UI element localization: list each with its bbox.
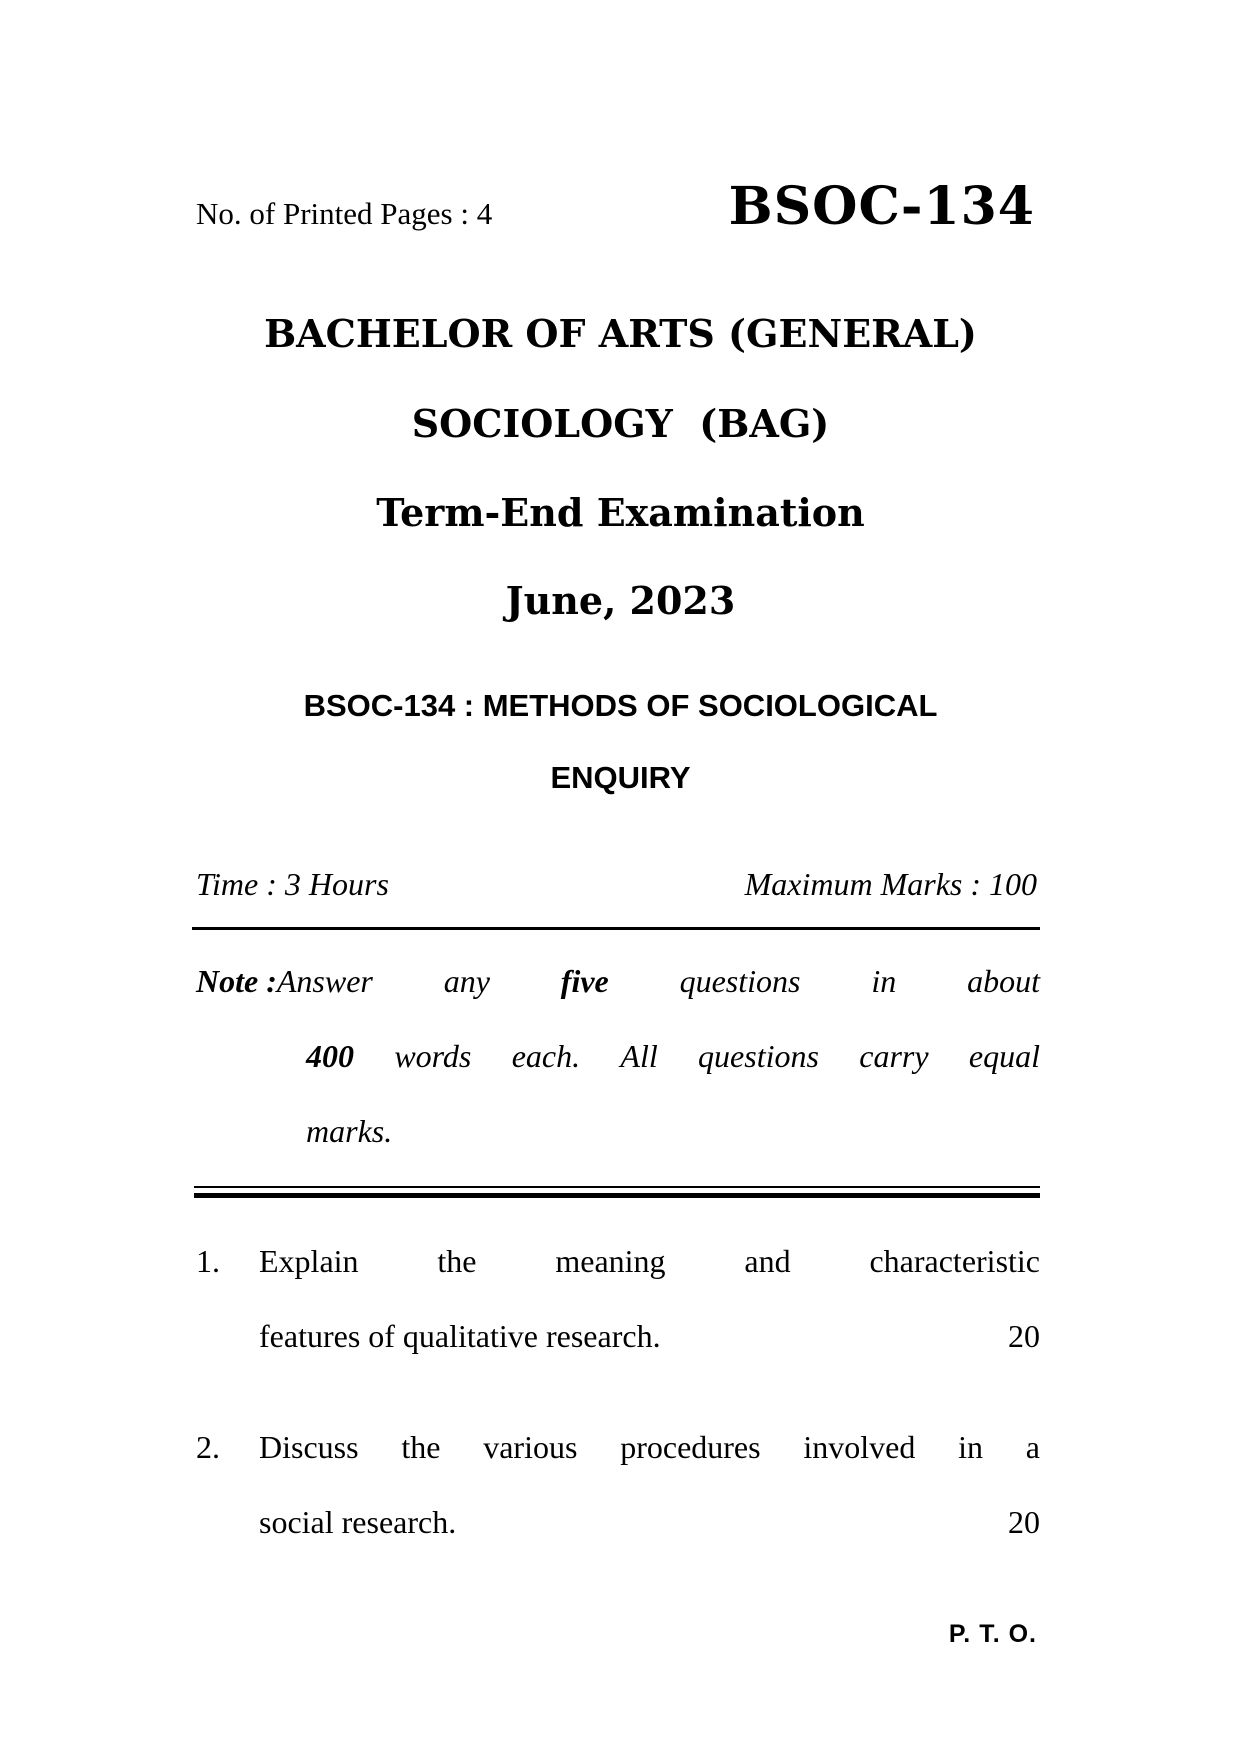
question-word: Explain: [259, 1243, 359, 1279]
question-line-1: [259, 1429, 1040, 1466]
question-word: Discuss: [259, 1429, 359, 1465]
subject-title: SOCIOLOGY (BAG): [411, 401, 830, 446]
question-text: features of qualitative research.: [259, 1318, 661, 1354]
question-word: the: [401, 1429, 441, 1465]
degree-title: BACHELOR OF ARTS (GENERAL): [264, 311, 977, 356]
note-word-emphasis: 400: [306, 1038, 354, 1074]
question-word: meaning: [555, 1243, 666, 1279]
exam-duration: Time : 3 Hours: [196, 866, 389, 902]
maximum-marks: Maximum Marks : 100: [744, 866, 1037, 902]
question-text: social research.: [259, 1504, 457, 1540]
question-word: a: [1025, 1429, 1040, 1465]
note-line-2: [306, 1038, 1040, 1075]
question-number: 2.: [196, 1429, 220, 1465]
printed-pages-count: No. of Printed Pages : 4: [196, 196, 493, 231]
note-word: about: [967, 963, 1040, 999]
note-word-emphasis: five: [560, 963, 609, 999]
question-line-2: [259, 1504, 1040, 1541]
note-label: Note :: [196, 963, 277, 999]
double-rule-thin: [194, 1186, 1040, 1188]
question-word: various: [483, 1429, 578, 1465]
question-word: involved: [803, 1429, 916, 1465]
note-line-3: marks.: [306, 1113, 393, 1149]
note-word: any: [443, 963, 490, 999]
question-word: and: [744, 1243, 791, 1279]
exam-date: June, 2023: [505, 578, 736, 623]
course-title-line-2: ENQUIRY: [550, 760, 691, 795]
note-word: Answer: [276, 963, 373, 999]
course-title-line-1: BSOC-134 : METHODS OF SOCIOLOGICAL: [303, 688, 938, 723]
question-marks: 20: [1008, 1504, 1040, 1540]
double-rule-thick: [194, 1193, 1040, 1198]
note-word: in: [871, 963, 897, 999]
note-word: questions: [679, 963, 801, 999]
paper-code: BSOC-134: [728, 176, 1035, 237]
note-word: All: [620, 1038, 658, 1074]
question-line-2: [259, 1318, 1040, 1355]
question-word: characteristic: [869, 1243, 1040, 1279]
note-word: each.: [511, 1038, 581, 1074]
question-word: in: [958, 1429, 984, 1465]
note-word: equal: [968, 1038, 1040, 1074]
please-turn-over: P. T. O.: [948, 1620, 1037, 1648]
exam-title: Term-End Examination: [376, 490, 865, 535]
note-line-1: [196, 963, 1040, 1000]
note-word: words: [394, 1038, 472, 1074]
question-number: 1.: [196, 1243, 220, 1279]
question-word: procedures: [620, 1429, 761, 1465]
horizontal-rule: [192, 927, 1040, 930]
note-word: questions: [698, 1038, 819, 1074]
question-line-1: [259, 1243, 1040, 1280]
note-label-and-first-word: [196, 963, 373, 1000]
question-marks: 20: [1008, 1318, 1040, 1354]
note-word: carry: [859, 1038, 929, 1074]
question-word: the: [437, 1243, 477, 1279]
